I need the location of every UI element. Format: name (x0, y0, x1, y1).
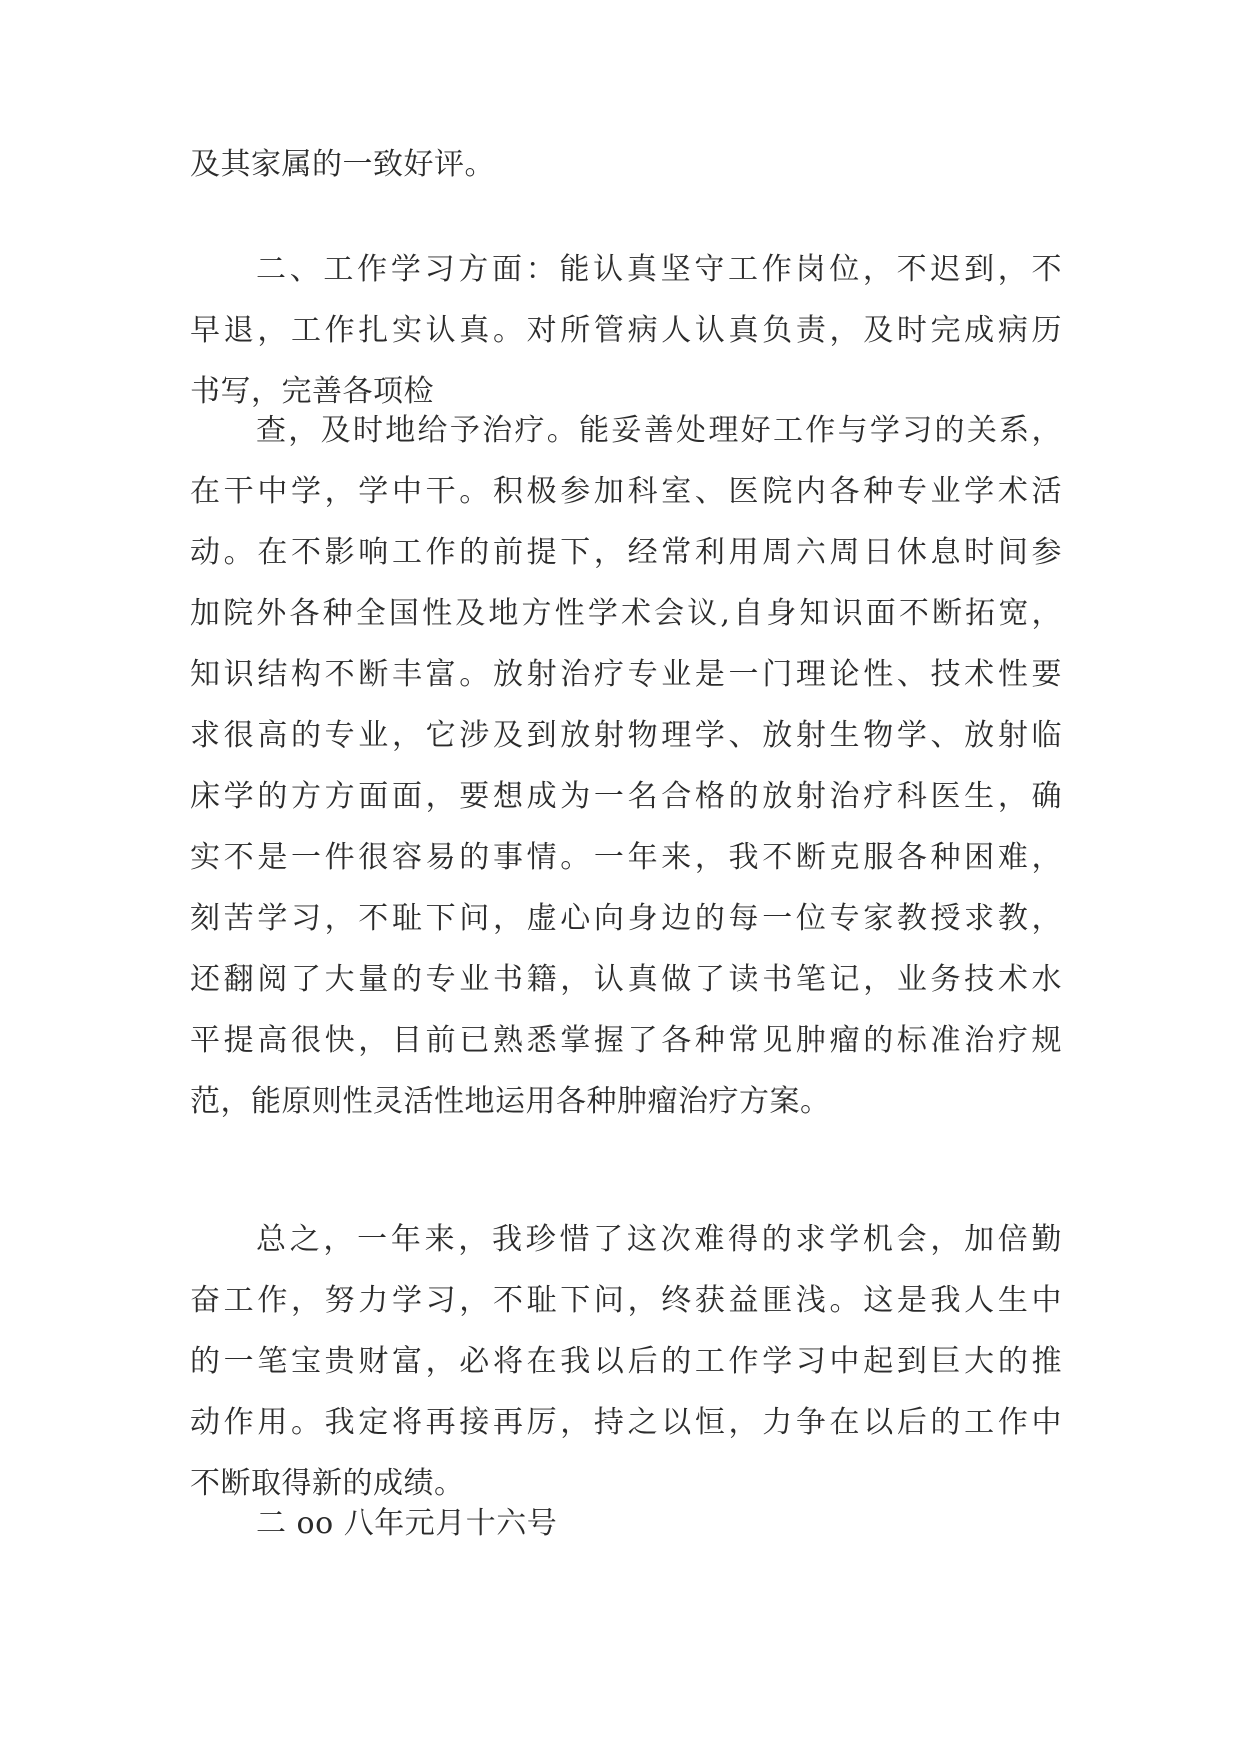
paragraph-line: 动。在不影响工作的前提下，经常利用周六周日休息时间参 (190, 535, 1062, 570)
paragraph-line: 床学的方方面面，要想成为一名合格的放射治疗科医生，确 (190, 779, 1062, 814)
paragraph-line: 动作用。我定将再接再厉，持之以恒，力争在以后的工作中 (190, 1405, 1062, 1440)
paragraph-line: 总之，一年来，我珍惜了这次难得的求学机会，加倍勤 (256, 1222, 1062, 1257)
paragraph-line: 奋工作，努力学习，不耻下问，终获益匪浅。这是我人生中 (190, 1283, 1062, 1318)
paragraph-line: 实不是一件很容易的事情。一年来，我不断克服各种困难， (190, 840, 1062, 875)
paragraph-line: 二、工作学习方面：能认真坚守工作岗位，不迟到，不 (256, 252, 1062, 287)
paragraph-line: 不断取得新的成绩。 (190, 1466, 465, 1501)
paragraph-line: 的一笔宝贵财富，必将在我以后的工作学习中起到巨大的推 (190, 1344, 1062, 1379)
paragraph-line: 求很高的专业，它涉及到放射物理学、放射生物学、放射临 (190, 718, 1062, 753)
paragraph-4 (190, 1209, 1062, 1514)
paragraph-line: 早退，工作扎实认真。对所管病人认真负责，及时完成病历 (190, 313, 1062, 348)
date-text: 二 oo 八年元月十六号 (256, 1506, 558, 1541)
paragraph-3 (190, 400, 1062, 1132)
paragraph-line: 知识结构不断丰富。放射治疗专业是一门理论性、技术性要 (190, 657, 1062, 692)
paragraph-line: 范，能原则性灵活性地运用各种肿瘤治疗方案。 (190, 1084, 831, 1119)
paragraph-line: 书写，完善各项检 (190, 374, 434, 409)
paragraph-line: 平提高很快，目前已熟悉掌握了各种常见肿瘤的标准治疗规 (190, 1023, 1062, 1058)
date-line (190, 1493, 1062, 1554)
paragraph-line: 查，及时地给予治疗。能妥善处理好工作与学习的关系， (256, 413, 1062, 448)
paragraph-2 (190, 239, 1062, 422)
paragraph-line: 加院外各种全国性及地方性学术会议,自身知识面不断拓宽， (190, 596, 1062, 631)
paragraph-line: 在干中学，学中干。积极参加科室、医院内各种专业学术活 (190, 474, 1062, 509)
paragraph-1 (190, 134, 1062, 195)
paragraph-line: 还翻阅了大量的专业书籍，认真做了读书笔记，业务技术水 (190, 962, 1062, 997)
paragraph-line: 及其家属的一致好评。 (190, 147, 495, 182)
paragraph-line: 刻苦学习，不耻下问，虚心向身边的每一位专家教授求教， (190, 901, 1062, 936)
